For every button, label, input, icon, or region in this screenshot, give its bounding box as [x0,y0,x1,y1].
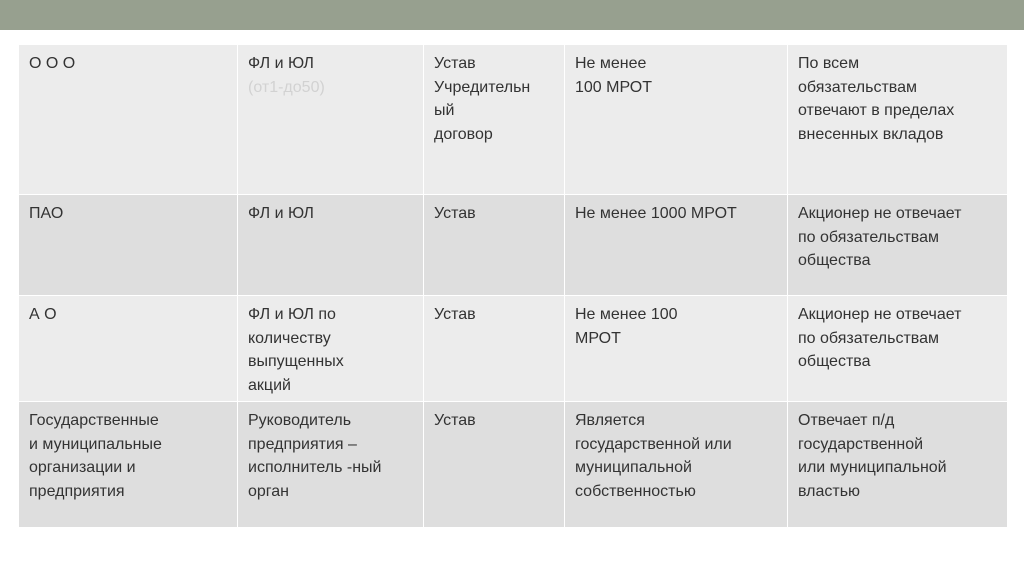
table-cell-founders [238,296,424,402]
table-cell-capital [565,195,788,296]
table-cell-type [19,195,238,296]
table-row [19,45,1008,195]
cell-line: Устав [434,205,476,222]
cell-line: По всем [798,55,860,72]
table-cell-documents [424,45,565,195]
table-cell-founders [238,195,424,296]
table-cell-type [19,402,238,528]
cell-line: выпущенных [248,353,344,370]
cell-line: государственной или [575,435,732,453]
table-cell-capital [565,296,788,402]
cell-line: предприятия [29,482,125,500]
table-cell-documents [424,296,565,402]
cell-line: ПАО [29,205,64,222]
table-cell-capital [565,402,788,528]
table-cell-type [19,296,238,402]
cell-line: 100 МРОТ [575,78,653,96]
cell-line: властью [798,482,861,500]
cell-line: А О [29,306,57,323]
cell-line: ФЛ и ЮЛ [248,55,314,72]
table-cell-documents [424,402,565,528]
cell-line: орган [248,482,290,500]
cell-line: общества [798,353,871,370]
cell-line: ый [434,102,455,119]
cell-line-muted: (от1-до50) [248,78,325,96]
table-cell-liability [788,195,1008,296]
cell-line: Является [575,412,645,429]
cell-line: по обязательствам [798,228,939,246]
table-cell-liability [788,45,1008,195]
cell-line: Не менее 1000 МРОТ [575,205,737,222]
cell-line: государственной [798,435,924,453]
cell-line: ФЛ и ЮЛ [248,205,314,222]
table-cell-liability [788,296,1008,402]
table-cell-type [19,45,238,195]
cell-line: Устав [434,306,476,323]
cell-line: Акционер не отвечает [798,306,962,323]
table-row [19,195,1008,296]
cell-line: Учредительн [434,78,531,96]
cell-line: собственностью [575,482,696,500]
table-cell-capital [565,45,788,195]
cell-line: Не менее [575,55,647,72]
cell-line: количеству [248,329,331,347]
comparison-table [18,44,1008,528]
table-row [19,296,1008,402]
cell-line: организации и [29,459,136,476]
cell-line: Государственные [29,412,159,429]
table-cell-founders [238,402,424,528]
cell-line: Отвечает п/д [798,412,895,429]
cell-line: Устав [434,412,476,429]
table-cell-liability [788,402,1008,528]
cell-line: обязательствам [798,78,917,96]
table-row [19,402,1008,528]
cell-line: предприятия – [248,435,357,453]
cell-line: общества [798,252,871,269]
cell-line: внесенных вкладов [798,125,944,143]
cell-line: и муниципальные [29,435,162,453]
cell-line: ФЛ и ЮЛ по [248,306,336,323]
table-cell-documents [424,195,565,296]
cell-line: Устав [434,55,476,72]
top-banner-bar [0,0,1024,30]
cell-line: договор [434,125,493,143]
cell-line: акций [248,376,291,394]
cell-line: по обязательствам [798,329,939,347]
cell-line: Акционер не отвечает [798,205,962,222]
cell-line: Не менее 100 [575,306,678,323]
cell-line: МРОТ [575,329,621,347]
cell-line: О О О [29,55,76,72]
cell-line: или муниципальной [798,459,947,476]
cell-line: исполнитель -ный [248,459,382,476]
cell-line: муниципальной [575,459,692,476]
table-cell-founders [238,45,424,195]
cell-line: отвечают в пределах [798,102,955,119]
cell-line: Руководитель [248,412,352,429]
